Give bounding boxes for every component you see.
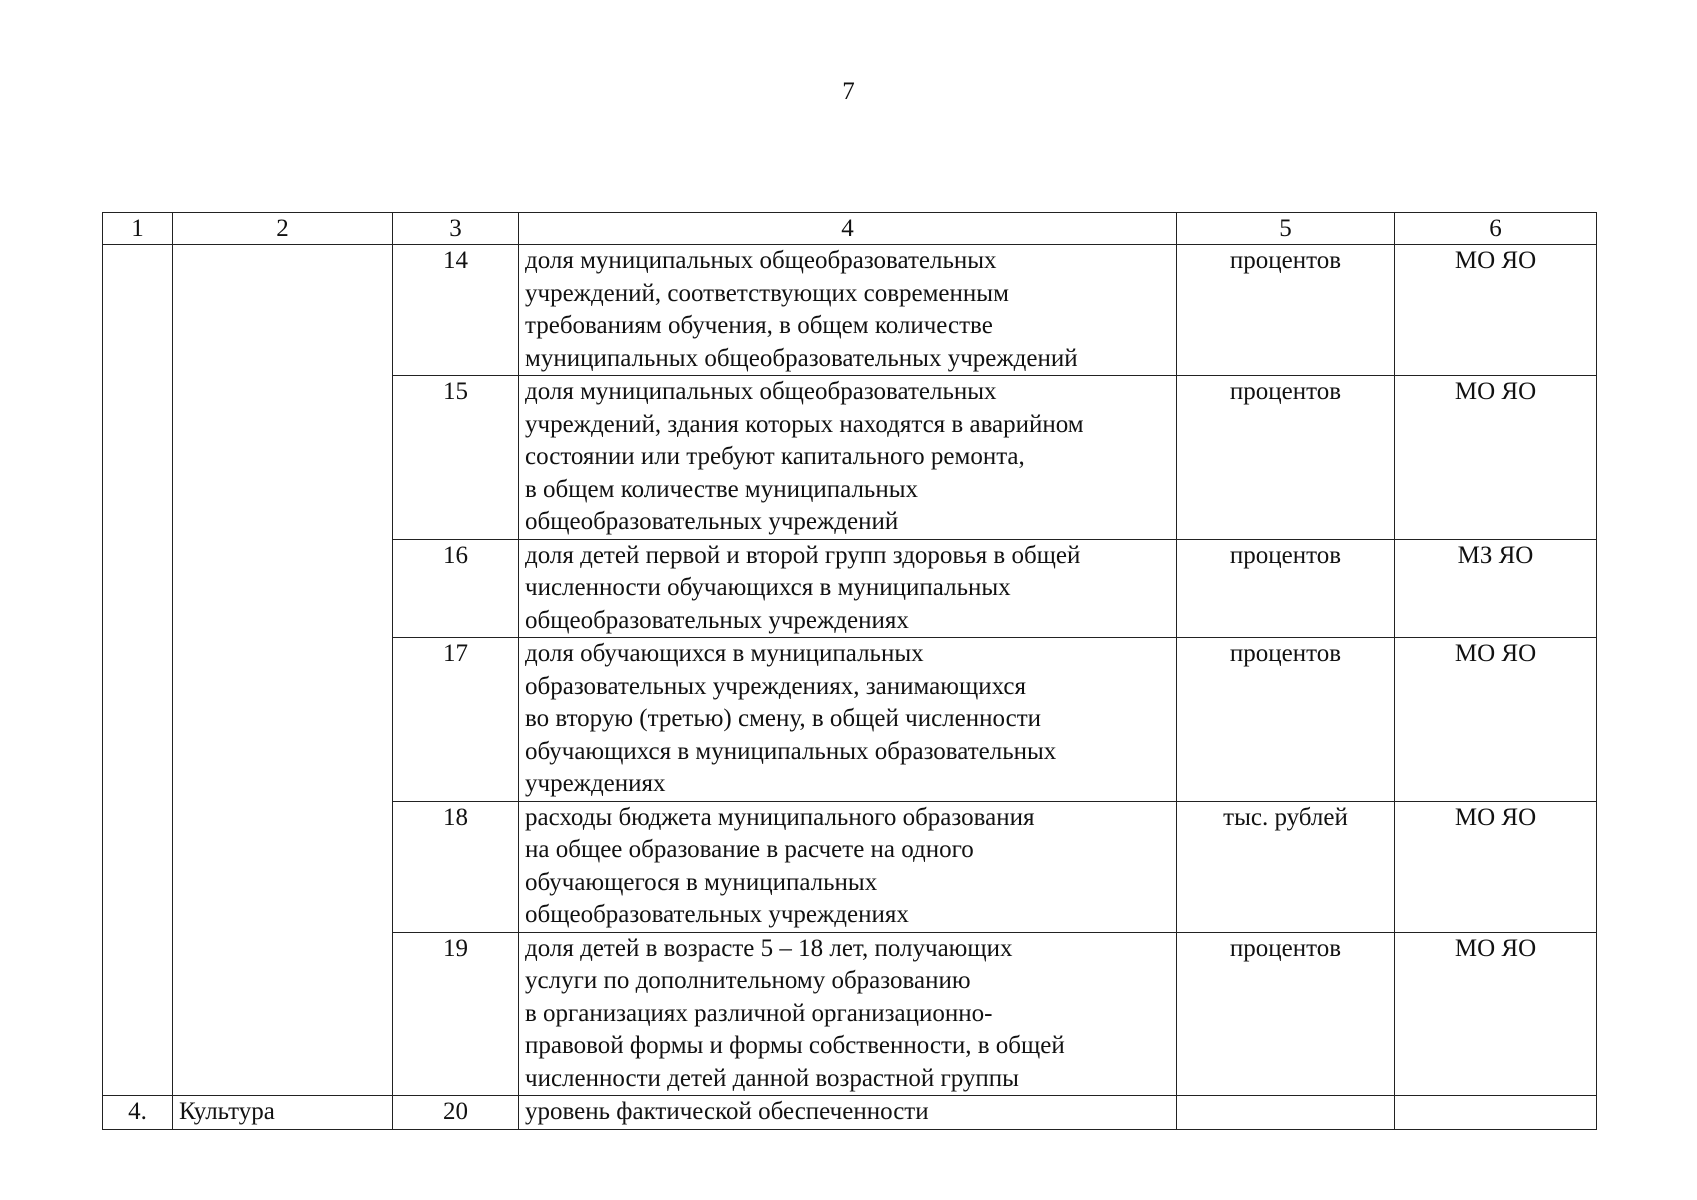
column-header: 6 xyxy=(1395,213,1597,245)
description-line: образовательных учреждениях, занимающихся xyxy=(525,672,1026,700)
indicator-number: 18 xyxy=(393,801,519,932)
empty-section-cell xyxy=(173,245,393,1096)
responsible-cell: МО ЯО xyxy=(1395,245,1597,376)
description-line: требованиям обучения, в общем количестве xyxy=(525,312,993,339)
description-line: численности обучающихся в муниципальных xyxy=(525,574,1011,601)
responsible-cell: МО ЯО xyxy=(1395,638,1597,802)
column-header: 3 xyxy=(393,213,519,245)
table-row xyxy=(103,1096,1597,1130)
indicator-description xyxy=(519,932,1177,1096)
description-line: состоянии или требуют капитального ремонта, xyxy=(525,443,1025,470)
description-line: обучающегося в муниципальных xyxy=(525,868,878,896)
page-number: 7 xyxy=(842,78,855,105)
description-line: общеобразовательных учреждениях xyxy=(525,606,909,634)
indicator-number: 20 xyxy=(393,1096,519,1130)
indicator-table xyxy=(102,212,1597,1130)
description-line: доля обучающихся в муниципальных xyxy=(525,640,924,667)
unit-cell: процентов xyxy=(1177,638,1395,802)
indicator-number: 15 xyxy=(393,376,519,540)
unit-cell: процентов xyxy=(1177,539,1395,638)
unit-cell: тыс. рублей xyxy=(1177,801,1395,932)
indicator-description: уровень фактической обеспеченности xyxy=(519,1096,1177,1130)
indicator-description xyxy=(519,539,1177,638)
description-line: численности детей данной возрастной группы xyxy=(525,1064,1019,1092)
indicator-number: 17 xyxy=(393,638,519,802)
indicator-number: 16 xyxy=(393,539,519,638)
empty-index-cell xyxy=(103,245,173,1096)
indicator-description xyxy=(519,638,1177,802)
description-line: правовой формы и формы собственности, в общей xyxy=(525,1032,1065,1059)
section-index: 4. xyxy=(103,1096,173,1130)
description-line: в общем количестве муниципальных xyxy=(525,475,918,503)
description-line: на общее образование в расчете на одного xyxy=(525,836,974,863)
responsible-cell: МО ЯО xyxy=(1395,932,1597,1096)
responsible-cell xyxy=(1395,1096,1597,1130)
description-line: доля муниципальных общеобразовательных xyxy=(525,378,997,405)
description-line: услуги по дополнительному образованию xyxy=(525,967,971,994)
header-row xyxy=(103,213,1597,245)
unit-cell: процентов xyxy=(1177,376,1395,540)
table-row xyxy=(103,245,1597,376)
description-line: во вторую (третью) смену, в общей численности xyxy=(525,705,1042,732)
column-header: 1 xyxy=(103,213,173,245)
description-line: учреждениях xyxy=(525,770,666,797)
description-line: в организациях различной организационно- xyxy=(525,999,993,1027)
unit-cell: процентов xyxy=(1177,932,1395,1096)
description-line: учреждений, здания которых находятся в аварийном xyxy=(525,410,1084,438)
description-line: обучающихся в муниципальных образовательных xyxy=(525,737,1057,765)
responsible-cell: МО ЯО xyxy=(1395,801,1597,932)
unit-cell xyxy=(1177,1096,1395,1130)
description-line: муниципальных общеобразовательных учреждений xyxy=(525,344,1078,372)
description-line: расходы бюджета муниципального образования xyxy=(525,803,1035,831)
column-header: 2 xyxy=(173,213,393,245)
description-line: доля детей первой и второй групп здоровья в общей xyxy=(525,541,1081,569)
indicator-description xyxy=(519,801,1177,932)
description-line: доля муниципальных общеобразовательных xyxy=(525,247,997,274)
indicator-description xyxy=(519,376,1177,540)
indicator-description xyxy=(519,245,1177,376)
description-line: общеобразовательных учреждений xyxy=(525,508,899,535)
responsible-cell: МО ЯО xyxy=(1395,376,1597,540)
indicator-number: 14 xyxy=(393,245,519,376)
section-name: Культура xyxy=(173,1096,393,1130)
description-line: доля детей в возрасте 5 – 18 лет, получающих xyxy=(525,934,1013,962)
unit-cell: процентов xyxy=(1177,245,1395,376)
description-line: общеобразовательных учреждениях xyxy=(525,901,909,928)
description-line: учреждений, соответствующих современным xyxy=(525,279,1009,307)
column-header: 4 xyxy=(519,213,1177,245)
indicator-number: 19 xyxy=(393,932,519,1096)
responsible-cell: МЗ ЯО xyxy=(1395,539,1597,638)
column-header: 5 xyxy=(1177,213,1395,245)
